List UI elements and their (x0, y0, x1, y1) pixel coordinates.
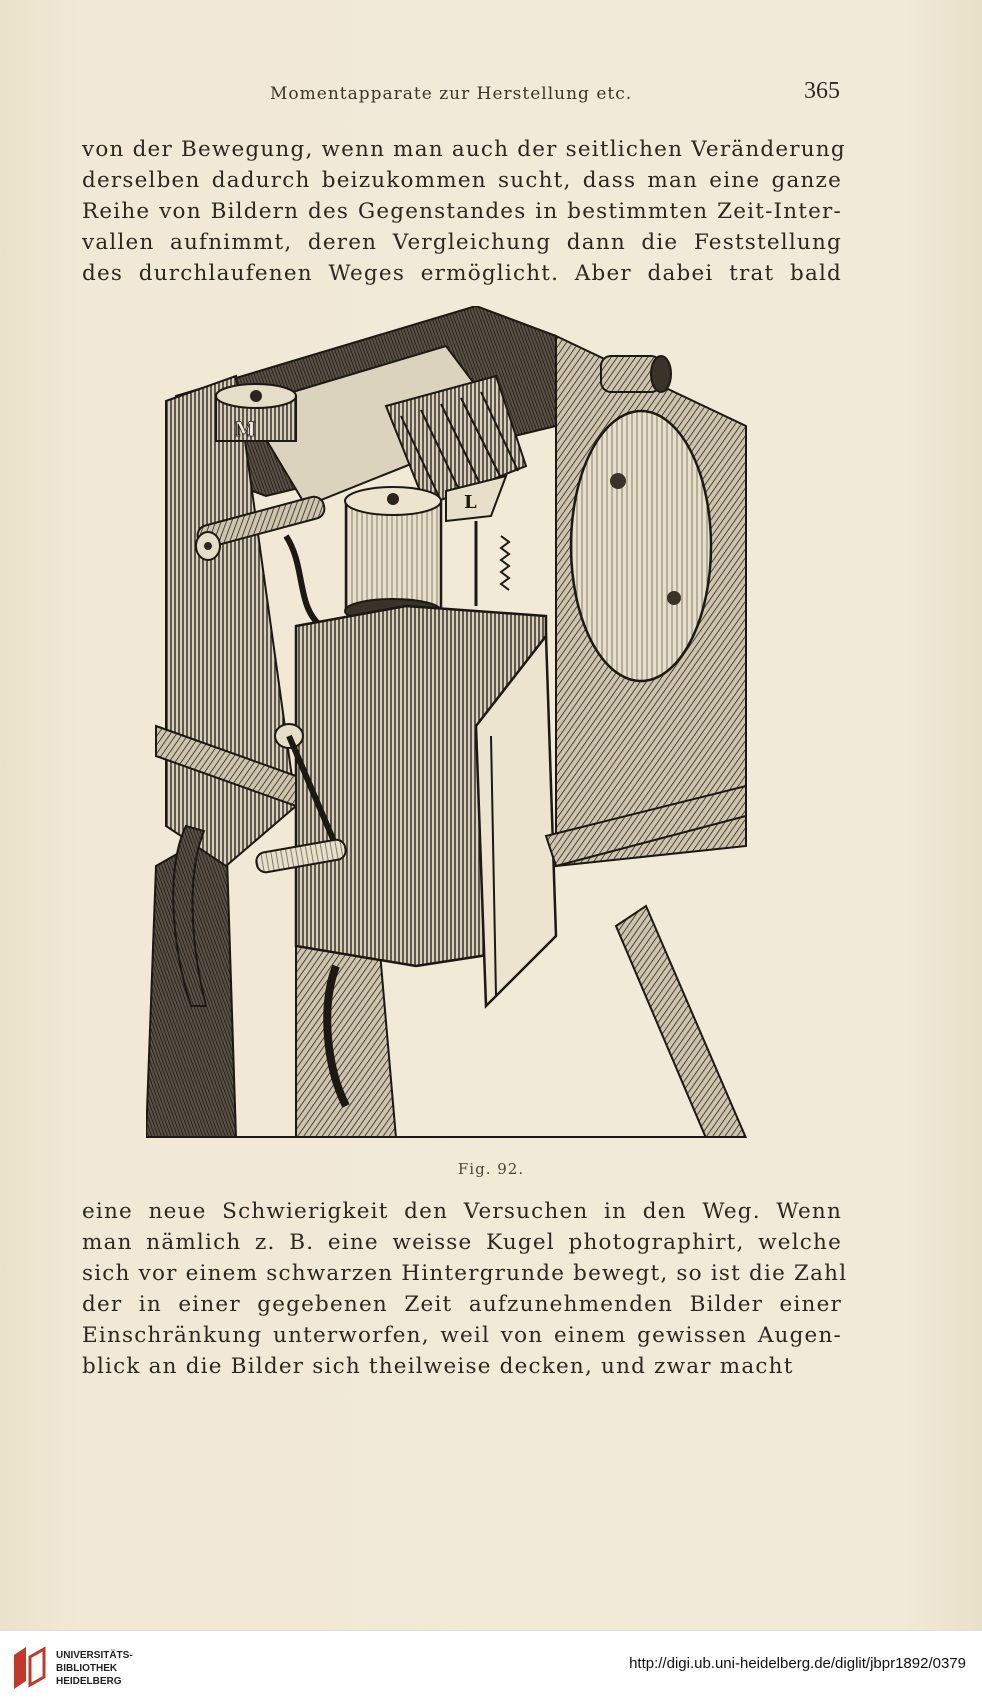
logo-line: UNIVERSITÄTS- (56, 1650, 133, 1661)
text-line: derselben dadurch beizukommen sucht, dass man eine ganze (82, 168, 842, 193)
running-title: Momentapparate zur Herstellung etc. (270, 84, 633, 104)
central-spool (345, 487, 441, 623)
logo-line: BIBLIOTHEK (56, 1663, 118, 1674)
text-line: blick an die Bilder sich theilweise decken, und zwar macht (82, 1354, 794, 1379)
figure-caption: Fig. 92. (457, 1160, 525, 1178)
text-line: des durchlaufenen Weges ermöglicht. Aber dabei trat bald (82, 261, 842, 286)
running-head (80, 78, 840, 114)
page-number: 365 (804, 78, 840, 104)
spool-m (216, 384, 296, 441)
text-line: sich vor einem schwarzen Hintergrunde bewegt, so ist die Zahl (82, 1261, 848, 1286)
text-line: vallen aufnimmt, deren Vergleichung dann die Feststellung (82, 230, 842, 255)
paragraph-top (82, 134, 846, 289)
source-url-link[interactable]: http://digi.ub.uni-heidelberg.de/diglit/jbpr1892/0379 (629, 1655, 966, 1672)
library-logo[interactable] (10, 1643, 160, 1693)
logo-line: HEIDELBERG (56, 1676, 122, 1687)
footer-bar (0, 1630, 982, 1703)
label-l: L (464, 492, 477, 513)
text-line: Reihe von Bildern des Gegenstandes in bestimmten Zeit-Inter- (82, 199, 842, 224)
library-logo-text (56, 1649, 133, 1688)
text-line: der in einer gegebenen Zeit aufzunehmenden Bilder einer (82, 1292, 842, 1317)
text-line: eine neue Schwierigkeit den Versuchen in den Weg. Wenn (82, 1199, 842, 1224)
text-line: man nämlich z. B. eine weisse Kugel photographirt, welche (82, 1230, 842, 1255)
text-line: von der Bewegung, wenn man auch der seitlichen Veränderung (82, 137, 846, 162)
label-m: M (234, 417, 257, 441)
camera-engraving-figure (146, 306, 756, 1138)
text-line: Einschränkung unterworfen, weil von einem gewissen Augen- (82, 1323, 842, 1348)
camera-engraving-illustration (146, 306, 756, 1138)
library-logo-icon (10, 1645, 48, 1691)
paragraph-bottom (82, 1196, 848, 1382)
lever-l (446, 476, 509, 606)
